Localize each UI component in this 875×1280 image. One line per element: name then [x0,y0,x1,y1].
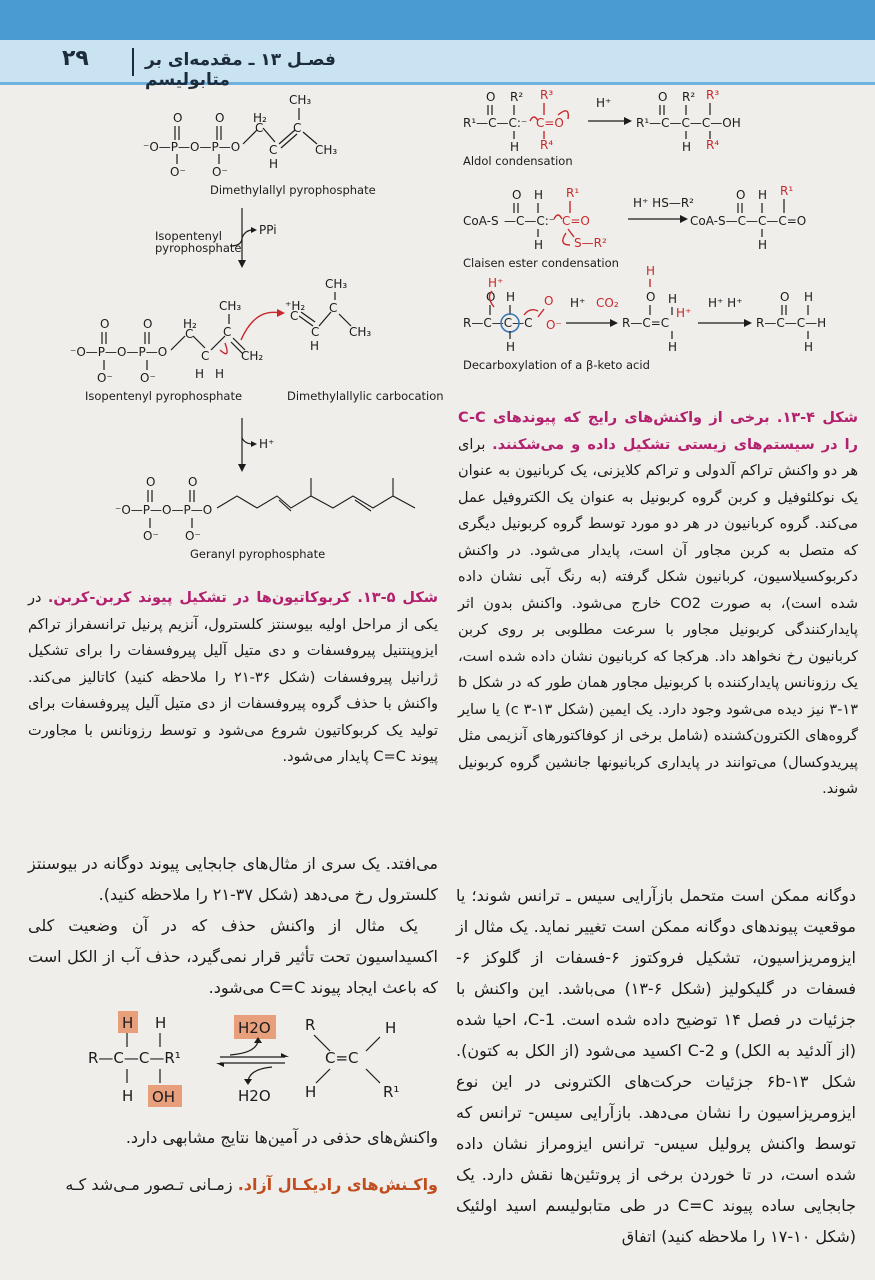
geranyl-pp-structure [115,475,415,543]
svg-text:C=O: C=O [536,116,564,130]
svg-text:H: H [758,238,768,252]
svg-text:R³: R³ [540,88,554,102]
elimination-reaction-diagram [80,1005,420,1135]
isopentenyl-pp-top-label: Isopentenyl [155,229,222,243]
h-plus-label: H⁺ [259,437,275,451]
figure-13-5-caption: شکل ۵-۱۳. کربوکاتیون‌ها در تشکیل پیوند کربن-کربن. [47,590,439,606]
svg-text:R¹—C—C:⁻: R¹—C—C:⁻ [463,116,528,130]
svg-text:O: O [780,290,790,304]
dmapp-label: Dimethylallyl pyrophosphate [210,183,376,197]
lower-left-text-2 [28,1122,438,1200]
svg-text:CH₂: CH₂ [241,349,264,363]
svg-text:H: H [534,238,544,252]
svg-text:O: O [100,317,110,331]
svg-text:O: O [646,290,656,304]
figure-13-5-diagram [55,88,455,573]
svg-text:⁻O—P—O—P—O: ⁻O—P—O—P—O [115,503,213,517]
decarboxylation-reaction [463,264,826,354]
lower-left-p3: واکنش‌های حذفی در آمین‌ها نتایج مشابهی دارد. [125,1128,438,1147]
svg-text:CH₃: CH₃ [349,325,372,339]
svg-text:CoA-S—C—C—C=O: CoA-S—C—C—C=O [690,214,807,228]
geranyl-label: Geranyl pyrophosphate [190,547,326,561]
lower-right-text [456,880,856,1252]
claisen-reaction [463,184,806,252]
isopentenyl-pp-label: Isopentenyl pyrophosphate [85,389,243,403]
svg-text:H: H [758,188,768,202]
svg-text:C: C [255,121,264,135]
svg-text:O⁻: O⁻ [97,371,113,385]
svg-text:O⁻: O⁻ [140,371,156,385]
svg-text:R¹: R¹ [383,1083,400,1101]
svg-text:R—C—C—R¹: R—C—C—R¹ [88,1049,181,1067]
svg-text:H: H [804,340,814,354]
svg-text:CH₃: CH₃ [315,143,338,157]
svg-text:R¹: R¹ [566,186,580,200]
lower-left-text-1 [28,848,438,1003]
svg-text:C: C [293,121,302,135]
svg-text:⁻O—P—O—P—O: ⁻O—P—O—P—O [70,345,168,359]
svg-text:R⁴: R⁴ [540,138,554,152]
svg-text:CH₃: CH₃ [325,277,348,291]
page-number: ۲۹ [62,46,89,71]
svg-text:C: C [311,325,320,339]
lower-left-p1: می‌افتد. یک سری از مثال‌های جابجایی پیوند دوگانه در بیوسنتز کلسترول رخ می‌دهد (شکل ۳۷-۲۱ را ملاحظه کنید). [28,854,438,904]
right-column-text [458,405,858,803]
chapter-title: فصـل ۱۳ ـ مقدمه‌ای بر متابولیسم [145,50,336,90]
free-radical-text: زمـانی تـصور مـی‌شد کـه [65,1175,233,1194]
lower-left-p2: یک مثال از واکنش حذف که در آن وضعیت کلی اکسیداسیون تحت تأثیر قرار نمی‌گیرد، حذف آب از الکل است که باعث ایجاد پیوند C=C می‌شود. [28,916,438,997]
claisen-coa-s: CoA-S [463,214,499,228]
svg-text:O⁻: O⁻ [170,165,186,179]
svg-text:H: H [668,340,678,354]
svg-text:R³: R³ [706,88,720,102]
carbocation-structure [285,277,371,353]
svg-text:O: O [215,111,225,125]
svg-text:C: C [185,327,194,341]
lower-right-paragraph: دوگانه ممکن است متحمل بازآرایی سیس ـ ترانس شوند؛ یا موقعیت پیوندهای دوگانه ممکن است تغییر نماید. یک مثال از ایزومریزاسیون، تشکیل فروکتوز ۶-فسفات از گلوکز ۶-فسفات در گلیکولیز (شکل ۶-۱۳) می‌باشد. این واکنش با جزئیات در فصل ۱۴ توضیح داده شده است. C-1، احیا شده (از آلدئید به الکل) و C-2 اکسید می‌شود (از الکل به کتون). شکل ۶b-۱۳ جزئیات حرکت‌های الکترونی در این نوع ایزومریزاسیون را نشان می‌دهد. بازآرایی سیس- ترانس که توسط واکنش پرولیل سیس- ترانس ایزومراز نشان داده شده است، در تا خوردن برخی از پروتئین‌ها نقش دارد. یک جابجایی ساده پیوند C=C در طی متابولیسم اسید اولئیک (شکل ۱۰-۱۷ را ملاحظه کنید) اتفاق [456,886,857,1246]
svg-text:H: H [310,339,320,353]
svg-text:O⁻: O⁻ [185,529,201,543]
svg-text:O: O [146,475,156,489]
pyrophosphate-word: pyrophosphate [155,241,242,255]
svg-text:CH₃: CH₃ [219,299,242,313]
svg-text:H: H [510,140,520,154]
svg-text:CH₃: CH₃ [289,93,312,107]
figure-13-4-paragraph: برای هر دو واکنش تراکم آلدولی و تراکم کلایزنی، یک کربانیون به عنوان یک نوکلئوفیل و کربن گروه کربونیل به عنوان یک الکتروفیل عمل می‌کند. گروه کربانیون در هر دو مورد توسط گروه کربونیل دیگری که متصل به کربن مجاور آن است، پایدار می‌شود. در واکنش دکربوکسیلاسیون، کربانیون شکل گرفته (به رنگ آبی نشان داده شده است)، به صورت CO2 خارج می‌شود. واکنش بدون اثر پایدارکنندگی کربونیل مجاور با سرعت مطلوبی بر روی کربن کربانیون رخ نخواهد داد. هرکجا که کربانیون نشان داده شده است، یک رزونانس پایدارکننده با کربونیل مجاور همان طور که در شکل b ۳-۱۳ نیز دیده می‌شود وجود دارد. یک ایمین (شکل c ۳-۱۳) یا سایر گروه‌های الکترون‌کشنده (شامل برخی از کوفاکتورهای آنزیمی مثل پیریدوکسال) می‌توانند در پایداری کربانیونها جانشین گروه کربونیل شوند. [458,436,858,797]
svg-text:H: H [534,188,544,202]
svg-text:H: H [804,290,814,304]
svg-text:R¹: R¹ [780,184,794,198]
svg-text:R¹—C—C—C—OH: R¹—C—C—C—OH [636,116,741,130]
svg-text:O: O [658,90,668,104]
svg-text:O⁻: O⁻ [546,318,562,332]
svg-text:R: R [305,1016,316,1034]
svg-text:R²: R² [510,90,524,104]
svg-text:⁺H₂: ⁺H₂ [285,299,306,313]
svg-text:R—C—C—H: R—C—C—H [756,316,827,330]
figure-13-5-paragraph: در یکی از مراحل اولیه بیوسنتز کلسترول، آنزیم پرنیل ترانسفراز تراکم ایزوپنتنیل پیروفسفات و دی متیل آلیل پیروفسفات را برای تشکیل ژرانیل پیروفسفات (شکل ۳۶-۲۱ را ملاحظه کنید) کاتالیز می‌کند. واکنش با حذف گروه پیروفسفات از دی متیل آلیل پیروفسفات برای تولید یک کربوکاتیون شروع می‌شود و توسط رزونانس با مجاورت پیوند C=C پایدار می‌شود. [28,590,438,765]
svg-text:H: H [506,290,516,304]
svg-text:O: O [486,290,496,304]
svg-text:O: O [173,111,183,125]
svg-text:H: H [269,157,279,171]
free-radical-paragraph [28,1169,438,1200]
svg-text:C: C [290,309,299,323]
left-column-text [28,585,438,771]
svg-text:H: H [668,292,678,306]
svg-text:R⁴: R⁴ [706,138,720,152]
svg-text:H: H [506,340,516,354]
svg-text:H: H [385,1019,397,1037]
aldol-reaction [463,88,741,154]
highlighted-oh: OH [152,1088,176,1106]
svg-text:H⁺: H⁺ [676,306,692,320]
decarb-h-plus-1: H⁺ [570,296,586,310]
header-divider [132,48,134,76]
svg-text:O⁻: O⁻ [143,529,159,543]
carbocation-label: Dimethylallylic carbocation [287,389,444,403]
svg-text:R—C=C: R—C=C [622,316,670,330]
isopentenyl-pp-structure [70,299,263,385]
svg-text:H: H [682,140,692,154]
svg-text:O: O [512,188,522,202]
svg-text:S—R²: S—R² [574,236,607,250]
svg-text:O⁻: O⁻ [212,165,228,179]
svg-text:—C—C:⁻: —C—C:⁻ [504,214,556,228]
free-radical-heading: واکـنش‌های رادیکـال آزاد. [237,1175,438,1194]
aldol-h-plus: H⁺ [596,96,612,110]
svg-text:⁻O—P—O—P—O: ⁻O—P—O—P—O [143,140,241,154]
svg-text:H⁺: H⁺ [488,276,504,290]
claisen-hs-r2: H⁺ HS—R² [633,196,694,210]
svg-text:H⁺ H⁺: H⁺ H⁺ [708,296,743,310]
svg-text:O: O [544,294,554,308]
svg-text:H: H [215,367,225,381]
svg-text:O: O [188,475,198,489]
h2o-bottom: H2O [238,1087,271,1105]
dmapp-structure [143,93,337,179]
svg-text:C=C: C=C [325,1049,359,1067]
top-color-strip [0,0,875,40]
svg-text:C=O: C=O [562,214,590,228]
decarboxylation-label: Decarboxylation of a β-keto acid [463,358,650,372]
svg-text:R—C—C—C: R—C—C—C [463,316,533,330]
claisen-label: Claisen ester condensation [463,256,619,270]
highlighted-h: H [122,1014,134,1032]
svg-text:O: O [736,188,746,202]
svg-text:H: H [122,1087,134,1105]
co2-label: CO₂ [596,296,619,310]
electron-arrow-1 [220,343,227,354]
svg-text:H: H [646,264,656,278]
svg-text:H₂: H₂ [253,111,267,125]
ppi-label: PPi [259,223,277,237]
svg-text:H₂: H₂ [183,317,197,331]
svg-text:O: O [486,90,496,104]
electron-arrow-2 [241,312,280,340]
figure-13-4-diagram [458,85,858,385]
svg-text:C: C [201,349,210,363]
svg-text:C: C [329,301,338,315]
h2o-top: H2O [238,1019,271,1037]
figure-13-4-caption: شکل ۴-۱۳. برخی از واکنش‌های رایج که پیوندهای C-C را در سیستم‌های زیستی تشکیل داده و می‌شکنند. [458,410,859,453]
aldol-label: Aldol condensation [463,154,573,168]
svg-text:H: H [195,367,205,381]
svg-text:O: O [143,317,153,331]
svg-text:R²: R² [682,90,696,104]
svg-text:H: H [305,1083,317,1101]
svg-text:C: C [269,143,278,157]
svg-text:H: H [155,1014,167,1032]
svg-text:C: C [223,325,232,339]
